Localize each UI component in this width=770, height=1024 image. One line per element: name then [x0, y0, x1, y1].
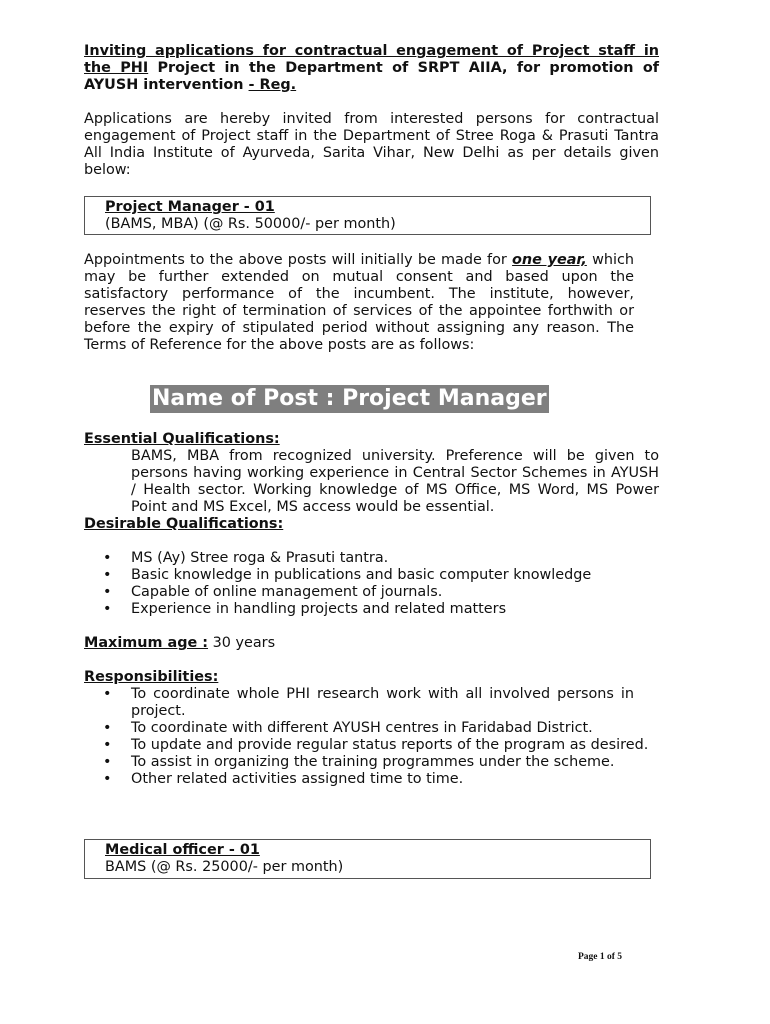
- page-number: Page 1 of 5: [578, 952, 623, 962]
- post-box-project-manager: [84, 196, 651, 235]
- notice-title: [84, 43, 659, 94]
- list-item: • Other related activities assigned time to time.: [84, 771, 659, 788]
- post-box-medical-officer: [84, 839, 651, 879]
- list-item: • To coordinate with different AYUSH centres in Faridabad District.: [84, 720, 634, 737]
- appointment-text-after: which may be further extended on mutual consent and based upon the satisfactory performance of the incumbent. The institute, however, reserves the right of termination of services of the appointee forthwith or before the expiry of stipulated period without assigning any reason. The Terms of Reference for the above posts are as follows:: [84, 252, 634, 353]
- post-name-banner: Name of Post : Project Manager: [152, 386, 547, 411]
- post-box-title: Medical officer - 01: [105, 842, 260, 858]
- desirable-heading: Desirable Qualifications:: [84, 516, 284, 532]
- list-item: • To coordinate whole PHI research work with all involved persons in project.: [84, 686, 634, 720]
- list-item: • Basic knowledge in publications and basic computer knowledge: [84, 567, 664, 584]
- intro-paragraph: Applications are hereby invited from interested persons for contractual engagement of Project staff in the Department of Stree Roga & Prasuti Tantra All India Institute of Ayurveda, Sarita Vihar, New Delhi as per details given below:: [84, 111, 659, 178]
- list-item: • To assist in organizing the training programmes under the scheme.: [84, 754, 659, 771]
- appointment-emphasis: one year,: [512, 252, 587, 268]
- post-box-detail: (BAMS, MBA) (@ Rs. 50000/- per month): [105, 216, 396, 232]
- max-age-label: Maximum age :: [84, 635, 209, 651]
- list-item: • To update and provide regular status reports of the program as desired.: [84, 737, 659, 754]
- desirable-list: [84, 550, 664, 618]
- max-age-line: [84, 635, 275, 652]
- notice-title-middle: Project in the Department of SRPT AIIA, for promotion of AYUSH intervention: [84, 60, 659, 93]
- appointment-paragraph: [84, 252, 634, 354]
- responsibilities-heading: Responsibilities:: [84, 669, 219, 685]
- essential-text: BAMS, MBA from recognized university. Preference will be given to persons having working experience in Central Sector Schemes in AYUSH / Health sector. Working knowledge of MS Office, MS Word, MS Power Point and MS Excel, MS access would be essential.: [131, 448, 659, 515]
- post-box-detail: BAMS (@ Rs. 25000/- per month): [105, 859, 344, 875]
- post-box-title: Project Manager - 01: [105, 199, 275, 215]
- notice-title-underlined: Inviting applications for contractual engagement of Project staff in the PHI: [84, 43, 659, 76]
- max-age-value: 30 years: [208, 635, 276, 651]
- list-item: • MS (Ay) Stree roga & Prasuti tantra.: [84, 550, 664, 567]
- notice-title-reg: - Reg.: [248, 77, 297, 93]
- appointment-text-before: Appointments to the above posts will initially be made for: [84, 252, 513, 268]
- responsibilities-list: [84, 686, 659, 788]
- list-item: • Experience in handling projects and related matters: [84, 601, 664, 618]
- essential-heading: Essential Qualifications:: [84, 431, 280, 447]
- list-item: • Capable of online management of journals.: [84, 584, 664, 601]
